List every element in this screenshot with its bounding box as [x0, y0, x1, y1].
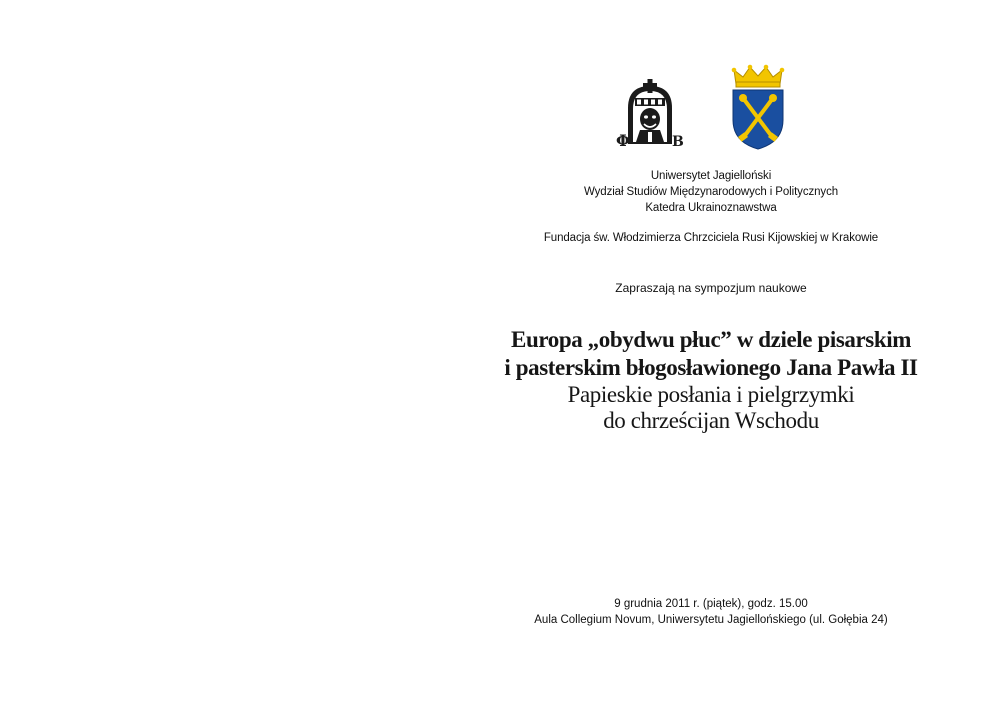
faculty-logo-letter-phi: Φ [616, 131, 630, 150]
title-line-1: Europa „obydwu płuc” w dziele pisarskim [511, 327, 911, 352]
invitation-text: Zapraszają na sympozjum naukowe [615, 281, 807, 295]
foundation-name: Fundacja św. Włodzimierza Chrzciciela Rusi Kijowskiej w Krakowie [543, 232, 879, 244]
symposium-title-block [496, 326, 926, 434]
event-location: Aula Collegium Novum, Uniwersytetu Jagiellońskiego (ul. Gołębia 24) [534, 614, 888, 626]
event-date-time: 9 grudnia 2011 r. (piątek), godz. 15.00 [614, 598, 808, 610]
logos-row [614, 64, 814, 154]
subtitle-line-1: Papieskie posłania i pielgrzymki [567, 382, 855, 407]
invitation-block [496, 280, 926, 296]
university-name: Uniwersytet Jagielloński [650, 170, 772, 182]
institutions-block [496, 168, 926, 216]
subtitle-line-2: do chrześcijan Wschodu [603, 408, 819, 433]
faculty-emblem-logo [614, 78, 686, 150]
title-line-2: i pasterskim błogosławionego Jana Pawła II [504, 355, 918, 380]
foundation-block [496, 230, 926, 246]
university-crest-logo [730, 64, 786, 150]
department-name: Katedra Ukrainoznawstwa [645, 202, 777, 214]
invitation-cover-panel [496, 0, 992, 702]
faculty-name: Wydział Studiów Międzynarodowych i Politycznych [583, 186, 839, 198]
faculty-logo-letter-b: B [672, 134, 684, 150]
event-details-block [496, 596, 926, 628]
